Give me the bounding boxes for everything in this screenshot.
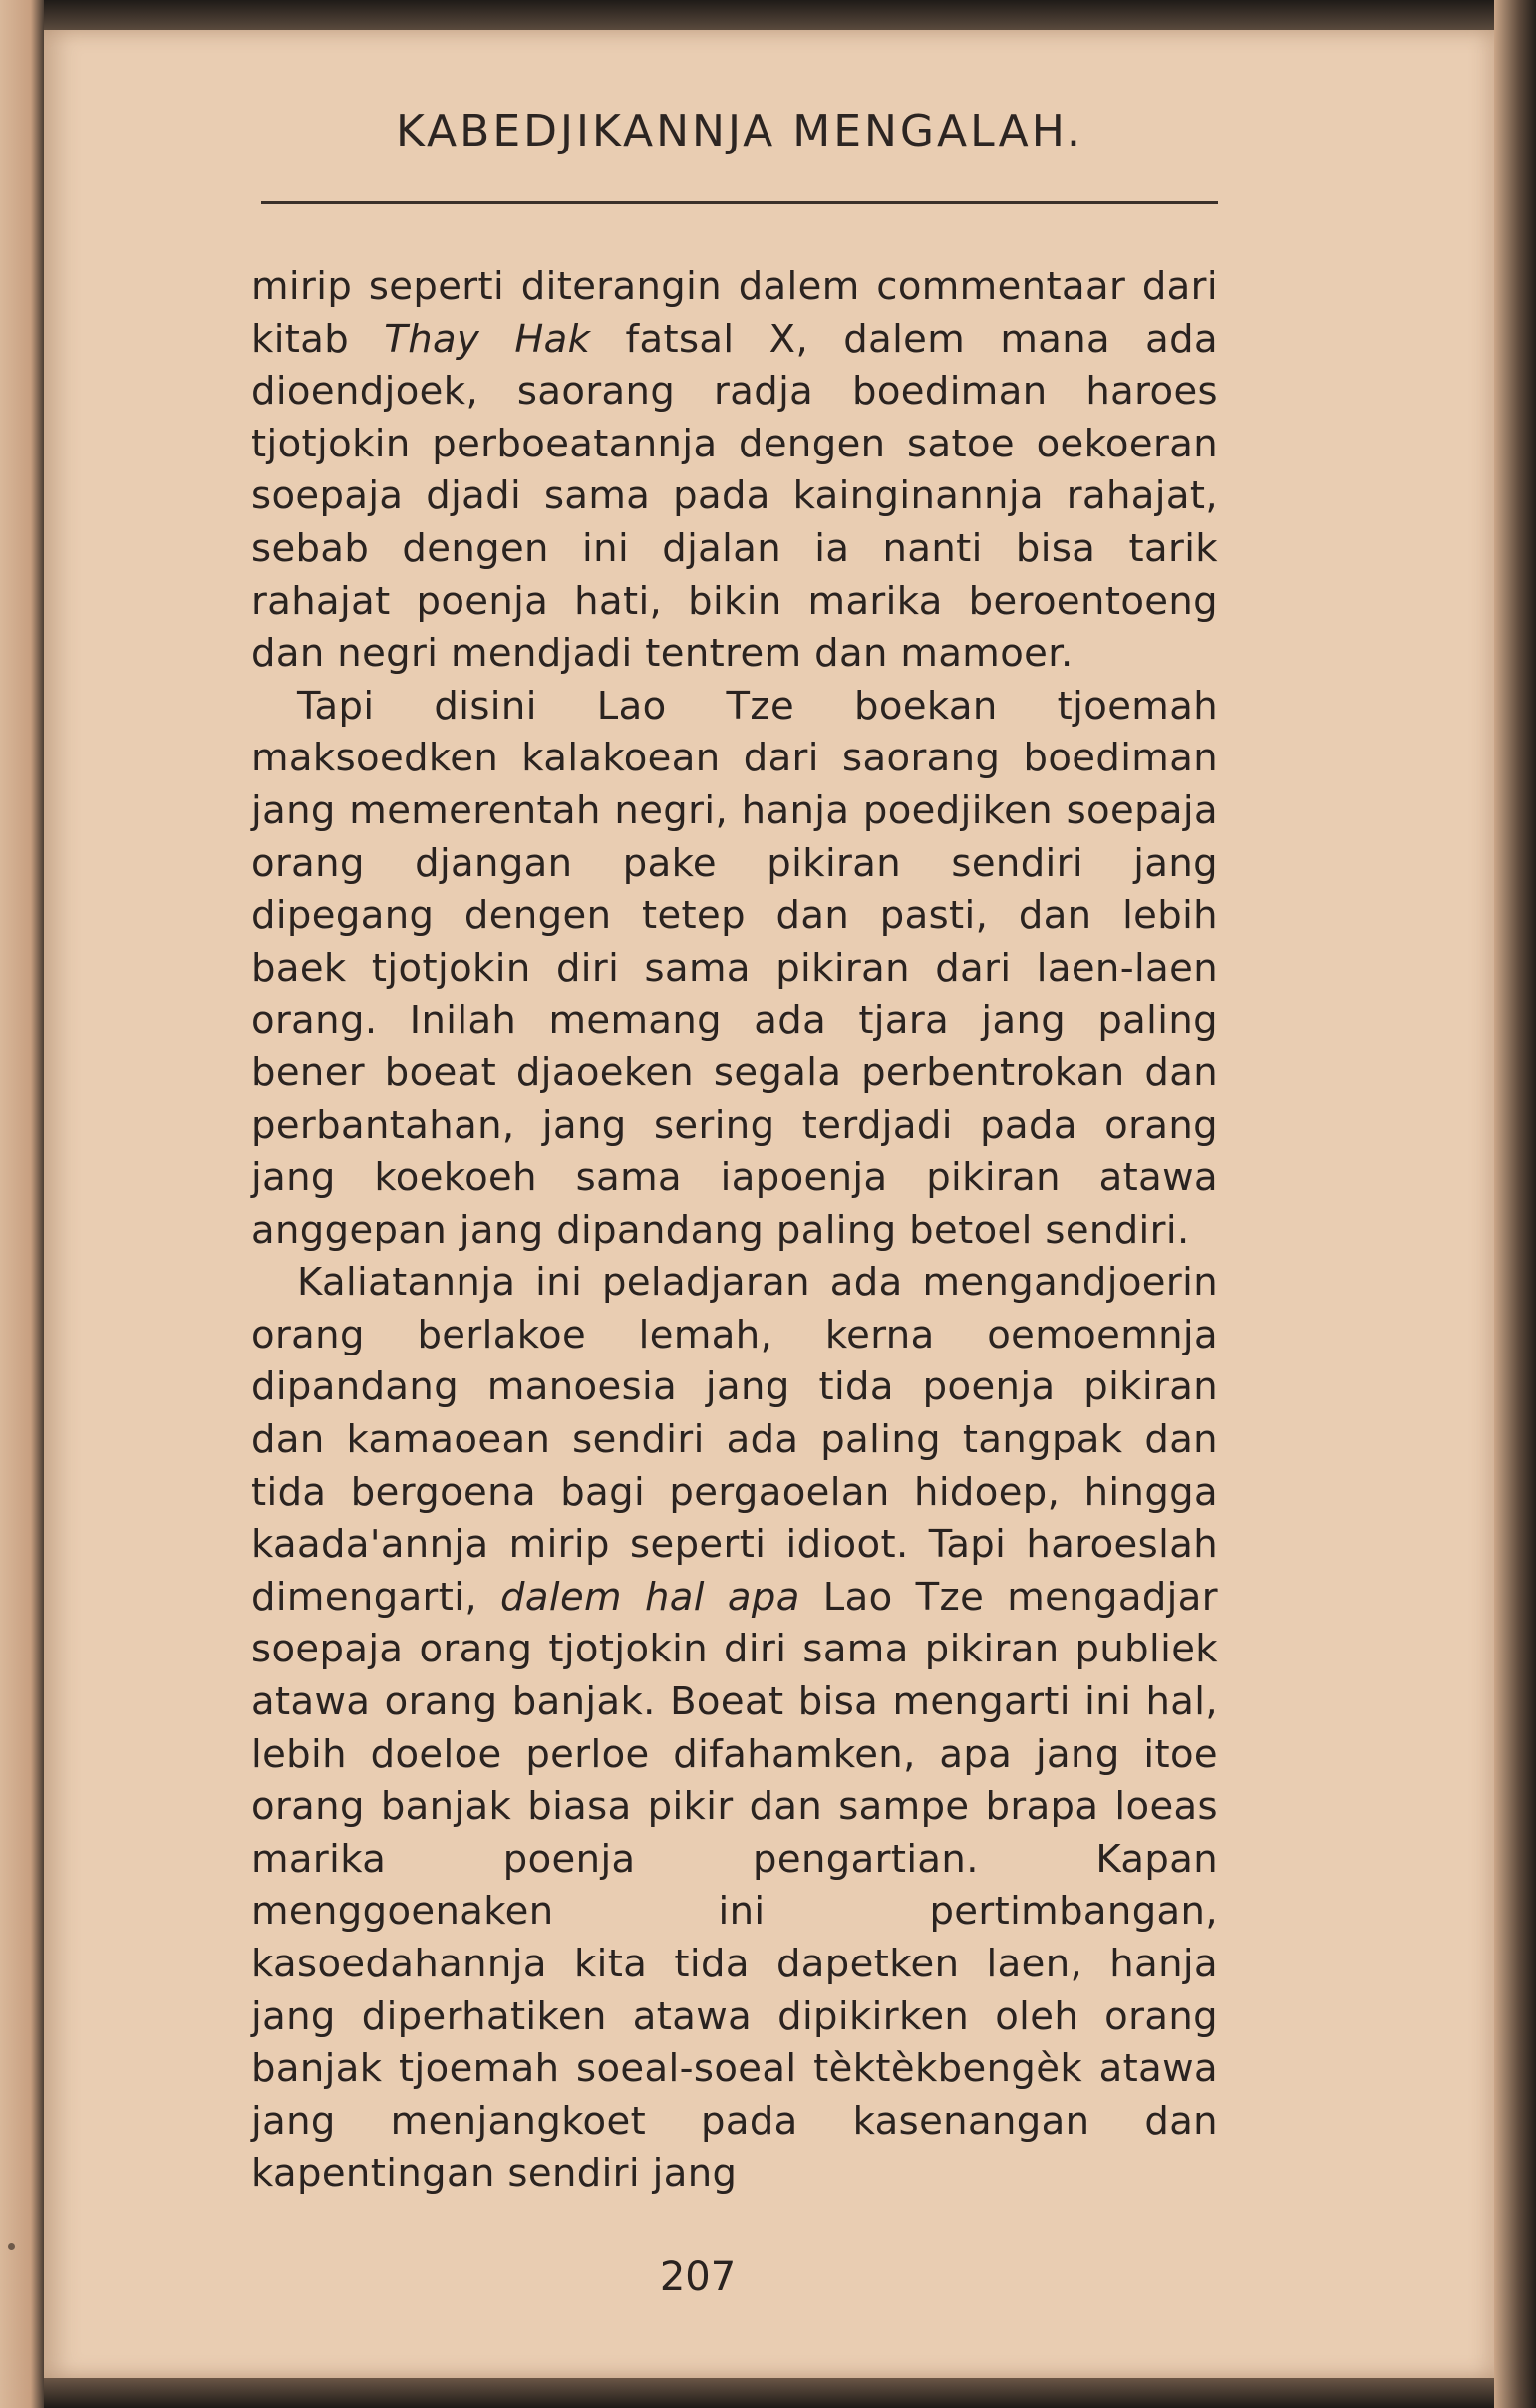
text-run: fatsal X, dalem mana ada dioendjoek, saorang radja boediman haroes tjotjokin perboeatannja dengen satoe oekoeran soepaja djadi sama pada kainginannja rahajat, sebab dengen ini djalan ia nanti bisa tarik rahajat poenja hati, bikin marika beroentoeng dan negri mendjadi tentrem dan mamoer. <box>251 316 1218 677</box>
paragraph <box>251 261 1218 681</box>
body-text <box>251 261 1218 2201</box>
margin-mark <box>8 2243 15 2250</box>
running-head: KABEDJIKANNJA MENGALAH. <box>395 106 1084 156</box>
scan-bottom-edge <box>0 2378 1536 2408</box>
text-run: mirip seperti diterangin dalem commentaar dari kitab <box>251 264 1218 362</box>
scan-top-edge <box>0 0 1536 30</box>
text-run: Kaliatannja ini peladjaran ada mengandjoerin orang berlakoe lemah, kerna oemoemnja dipandang manoesia jang tida poenja pikiran dan kamaoean sendiri ada paling tangpak dan tida bergoena bagi pergaoelan hidoep, hingga kaada'annja mirip seperti idioot. Tapi haroeslah dimengarti, <box>251 1260 1218 1620</box>
paragraph <box>251 1257 1218 2201</box>
header-rule <box>261 201 1218 204</box>
paragraph <box>251 681 1218 1258</box>
page-right-edge <box>1494 0 1536 2408</box>
text-run: Lao Tze mengadjar soepaja orang tjotjokin diri sama pikiran publiek atawa orang banjak. Boeat bisa mengarti ini hal, lebih doeloe perloe difahamken, apa jang itoe orang banjak biasa pikir dan sampe brapa loeas marika poenja pengartian. Kapan menggoenaken ini pertimbangan, kasoedahannja kita tida dapetken laen, hanja jang diperhatiken atawa dipikirken oleh orang banjak tjoemah soeal-soeal tèktèkbengèk atawa jang menjangkoet pada kasenangan dan kapentingan sendiri jang <box>251 1574 1218 2197</box>
italic-text: dalem hal apa <box>500 1574 800 1620</box>
page-number: 207 <box>659 2255 737 2300</box>
page-left-edge <box>0 0 44 2408</box>
italic-text: Thay Hak <box>384 316 591 362</box>
text-run: Tapi disini Lao Tze boekan tjoemah maksoedken kalakoean dari saorang boediman jang memerentah negri, hanja poedjiken soepaja orang djangan pake pikiran sendiri jang dipegang dengen tetep dan pasti, dan lebih baek tjotjokin diri sama pikiran dari laen-laen orang. Inilah memang ada tjara jang paling bener boeat djaoeken segala perbentrokan dan perbantahan, jang sering terdjadi pada orang jang koekoeh sama iapoenja pikiran atawa anggepan jang dipandang paling betoel sendiri. <box>251 683 1218 1253</box>
